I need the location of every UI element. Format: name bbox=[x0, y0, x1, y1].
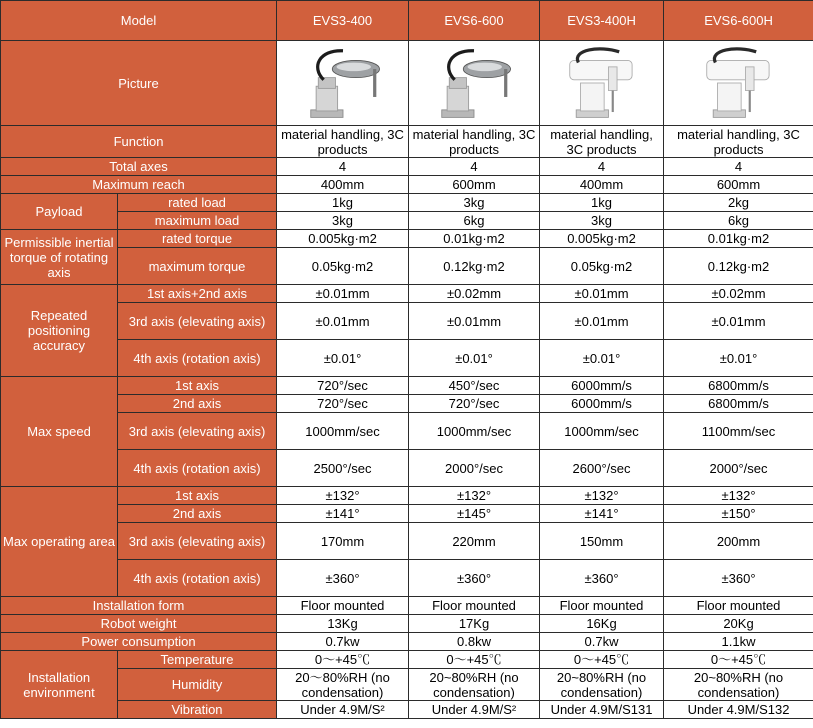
temperature-value: 0～+45℃ bbox=[540, 651, 664, 669]
group-inertia: Permissible inertial torque of rotating axis bbox=[1, 230, 118, 285]
maximum-load-value: 6kg bbox=[664, 212, 813, 230]
humidity-value: 20～80%RH (no condensation) bbox=[277, 669, 409, 701]
label-axis1: 1st axis bbox=[118, 487, 277, 505]
group-accuracy: Repeated positioning accuracy bbox=[1, 285, 118, 377]
area-value: 170mm bbox=[277, 523, 409, 560]
speed-value: 1100mm/sec bbox=[664, 413, 813, 450]
speed-value: 2500°/sec bbox=[277, 450, 409, 487]
total-axes-value: 4 bbox=[664, 158, 813, 176]
row-maximum-torque bbox=[1, 248, 813, 285]
row-installation-form bbox=[1, 597, 813, 615]
model-name: EVS6-600H bbox=[664, 1, 813, 41]
speed-value: 6000mm/s bbox=[540, 377, 664, 395]
temperature-value: 0～+45℃ bbox=[277, 651, 409, 669]
area-value: ±360° bbox=[277, 560, 409, 597]
speed-value: 6800mm/s bbox=[664, 395, 813, 413]
maximum-torque-value: 0.12kg·m2 bbox=[664, 248, 813, 285]
label-axis1: 1st axis bbox=[118, 377, 277, 395]
row-function bbox=[1, 126, 813, 158]
speed-value: 450°/sec bbox=[409, 377, 540, 395]
accuracy-value: ±0.02mm bbox=[409, 285, 540, 303]
label-axis12: 1st axis+2nd axis bbox=[118, 285, 277, 303]
group-payload: Payload bbox=[1, 194, 118, 230]
accuracy-value: ±0.01mm bbox=[277, 285, 409, 303]
accuracy-value: ±0.01mm bbox=[409, 303, 540, 340]
robot-arm-dark-icon bbox=[300, 45, 386, 121]
maximum-torque-value: 0.05kg·m2 bbox=[277, 248, 409, 285]
speed-value: 1000mm/sec bbox=[409, 413, 540, 450]
speed-value: 1000mm/sec bbox=[277, 413, 409, 450]
rated-torque-value: 0.005kg·m2 bbox=[277, 230, 409, 248]
product-image bbox=[664, 41, 813, 126]
power-value: 1.1kw bbox=[664, 633, 813, 651]
row-temperature bbox=[1, 651, 813, 669]
row-total-axes bbox=[1, 158, 813, 176]
rated-torque-value: 0.005kg·m2 bbox=[540, 230, 664, 248]
maximum-torque-value: 0.05kg·m2 bbox=[540, 248, 664, 285]
robot-arm-white-icon bbox=[559, 45, 645, 121]
row-rated-load bbox=[1, 194, 813, 212]
function-value: material handling, 3C products bbox=[277, 126, 409, 158]
area-value: ±150° bbox=[664, 505, 813, 523]
robot-weight-value: 17Kg bbox=[409, 615, 540, 633]
row-area-axis1 bbox=[1, 487, 813, 505]
area-value: ±145° bbox=[409, 505, 540, 523]
model-name: EVS3-400H bbox=[540, 1, 664, 41]
label-robot-weight: Robot weight bbox=[1, 615, 277, 633]
label-vibration: Vibration bbox=[118, 701, 277, 719]
area-value: 220mm bbox=[409, 523, 540, 560]
speed-value: 6800mm/s bbox=[664, 377, 813, 395]
max-reach-value: 400mm bbox=[277, 176, 409, 194]
total-axes-value: 4 bbox=[277, 158, 409, 176]
function-value: material handling, 3C products bbox=[664, 126, 813, 158]
row-speed-axis2 bbox=[1, 395, 813, 413]
label-picture: Picture bbox=[1, 41, 277, 126]
label-axis4-rotation: 4th axis (rotation axis) bbox=[118, 340, 277, 377]
robot-arm-white-icon bbox=[696, 45, 782, 121]
area-value: ±141° bbox=[540, 505, 664, 523]
humidity-value: 20~80%RH (no condensation) bbox=[409, 669, 540, 701]
temperature-value: 0～+45℃ bbox=[664, 651, 813, 669]
label-function: Function bbox=[1, 126, 277, 158]
area-value: ±360° bbox=[409, 560, 540, 597]
speed-value: 720°/sec bbox=[277, 395, 409, 413]
maximum-load-value: 6kg bbox=[409, 212, 540, 230]
area-value: ±360° bbox=[664, 560, 813, 597]
row-area-axis2 bbox=[1, 505, 813, 523]
max-reach-value: 400mm bbox=[540, 176, 664, 194]
model-name: EVS6-600 bbox=[409, 1, 540, 41]
accuracy-value: ±0.01° bbox=[664, 340, 813, 377]
accuracy-value: ±0.01mm bbox=[540, 285, 664, 303]
accuracy-value: ±0.01mm bbox=[540, 303, 664, 340]
accuracy-value: ±0.01° bbox=[277, 340, 409, 377]
maximum-load-value: 3kg bbox=[540, 212, 664, 230]
area-value: 150mm bbox=[540, 523, 664, 560]
area-value: ±132° bbox=[540, 487, 664, 505]
vibration-value: Under 4.9M/S² bbox=[277, 701, 409, 719]
speed-value: 2000°/sec bbox=[664, 450, 813, 487]
row-humidity bbox=[1, 669, 813, 701]
group-max-operating-area: Max operating area bbox=[1, 487, 118, 597]
accuracy-value: ±0.01° bbox=[409, 340, 540, 377]
installation-form-value: Floor mounted bbox=[664, 597, 813, 615]
label-maximum-torque: maximum torque bbox=[118, 248, 277, 285]
rated-torque-value: 0.01kg·m2 bbox=[664, 230, 813, 248]
rated-load-value: 1kg bbox=[277, 194, 409, 212]
label-axis3-elevating: 3rd axis (elevating axis) bbox=[118, 413, 277, 450]
robot-weight-value: 13Kg bbox=[277, 615, 409, 633]
area-value: ±132° bbox=[277, 487, 409, 505]
row-max-reach bbox=[1, 176, 813, 194]
label-axis4-rotation: 4th axis (rotation axis) bbox=[118, 450, 277, 487]
power-value: 0.7kw bbox=[277, 633, 409, 651]
maximum-load-value: 3kg bbox=[277, 212, 409, 230]
accuracy-value: ±0.01mm bbox=[277, 303, 409, 340]
row-acc-axis4 bbox=[1, 340, 813, 377]
rated-load-value: 3kg bbox=[409, 194, 540, 212]
function-value: material handling, 3C products bbox=[540, 126, 664, 158]
product-image bbox=[540, 41, 664, 126]
area-value: 200mm bbox=[664, 523, 813, 560]
humidity-value: 20~80%RH (no condensation) bbox=[664, 669, 813, 701]
accuracy-value: ±0.01° bbox=[540, 340, 664, 377]
row-speed-axis1 bbox=[1, 377, 813, 395]
label-axis4-rotation: 4th axis (rotation axis) bbox=[118, 560, 277, 597]
label-humidity: Humidity bbox=[118, 669, 277, 701]
row-speed-axis3 bbox=[1, 413, 813, 450]
vibration-value: Under 4.9M/S² bbox=[409, 701, 540, 719]
speed-value: 6000mm/s bbox=[540, 395, 664, 413]
product-image bbox=[409, 41, 540, 126]
rated-load-value: 1kg bbox=[540, 194, 664, 212]
total-axes-value: 4 bbox=[409, 158, 540, 176]
maximum-torque-value: 0.12kg·m2 bbox=[409, 248, 540, 285]
row-rated-torque bbox=[1, 230, 813, 248]
row-vibration bbox=[1, 701, 813, 719]
rated-torque-value: 0.01kg·m2 bbox=[409, 230, 540, 248]
temperature-value: 0～+45℃ bbox=[409, 651, 540, 669]
label-rated-load: rated load bbox=[118, 194, 277, 212]
robot-weight-value: 20Kg bbox=[664, 615, 813, 633]
product-image bbox=[277, 41, 409, 126]
area-value: ±132° bbox=[409, 487, 540, 505]
row-acc-axis3 bbox=[1, 303, 813, 340]
label-max-reach: Maximum reach bbox=[1, 176, 277, 194]
label-total-axes: Total axes bbox=[1, 158, 277, 176]
accuracy-value: ±0.02mm bbox=[664, 285, 813, 303]
row-maximum-load bbox=[1, 212, 813, 230]
area-value: ±360° bbox=[540, 560, 664, 597]
installation-form-value: Floor mounted bbox=[540, 597, 664, 615]
speed-value: 720°/sec bbox=[409, 395, 540, 413]
label-axis3-elevating: 3rd axis (elevating axis) bbox=[118, 303, 277, 340]
installation-form-value: Floor mounted bbox=[409, 597, 540, 615]
label-installation-form: Installation form bbox=[1, 597, 277, 615]
max-reach-value: 600mm bbox=[664, 176, 813, 194]
label-temperature: Temperature bbox=[118, 651, 277, 669]
robot-arm-dark-icon bbox=[431, 45, 517, 121]
group-max-speed: Max speed bbox=[1, 377, 118, 487]
speed-value: 720°/sec bbox=[277, 377, 409, 395]
power-value: 0.8kw bbox=[409, 633, 540, 651]
label-axis2: 2nd axis bbox=[118, 505, 277, 523]
group-environment: Installation environment bbox=[1, 651, 118, 719]
area-value: ±141° bbox=[277, 505, 409, 523]
label-rated-torque: rated torque bbox=[118, 230, 277, 248]
total-axes-value: 4 bbox=[540, 158, 664, 176]
power-value: 0.7kw bbox=[540, 633, 664, 651]
installation-form-value: Floor mounted bbox=[277, 597, 409, 615]
label-axis2: 2nd axis bbox=[118, 395, 277, 413]
row-power bbox=[1, 633, 813, 651]
robot-weight-value: 16Kg bbox=[540, 615, 664, 633]
label-model: Model bbox=[1, 1, 277, 41]
speed-value: 1000mm/sec bbox=[540, 413, 664, 450]
label-axis3-elevating: 3rd axis (elevating axis) bbox=[118, 523, 277, 560]
rated-load-value: 2kg bbox=[664, 194, 813, 212]
row-robot-weight bbox=[1, 615, 813, 633]
row-acc-axis12 bbox=[1, 285, 813, 303]
accuracy-value: ±0.01mm bbox=[664, 303, 813, 340]
row-picture bbox=[1, 41, 813, 126]
label-maximum-load: maximum load bbox=[118, 212, 277, 230]
speed-value: 2600°/sec bbox=[540, 450, 664, 487]
vibration-value: Under 4.9M/S132 bbox=[664, 701, 813, 719]
label-power: Power consumption bbox=[1, 633, 277, 651]
speed-value: 2000°/sec bbox=[409, 450, 540, 487]
area-value: ±132° bbox=[664, 487, 813, 505]
vibration-value: Under 4.9M/S131 bbox=[540, 701, 664, 719]
max-reach-value: 600mm bbox=[409, 176, 540, 194]
humidity-value: 20~80%RH (no condensation) bbox=[540, 669, 664, 701]
model-name: EVS3-400 bbox=[277, 1, 409, 41]
row-speed-axis4 bbox=[1, 450, 813, 487]
function-value: material handling, 3C products bbox=[409, 126, 540, 158]
row-model bbox=[1, 1, 813, 41]
row-area-axis3 bbox=[1, 523, 813, 560]
row-area-axis4 bbox=[1, 560, 813, 597]
